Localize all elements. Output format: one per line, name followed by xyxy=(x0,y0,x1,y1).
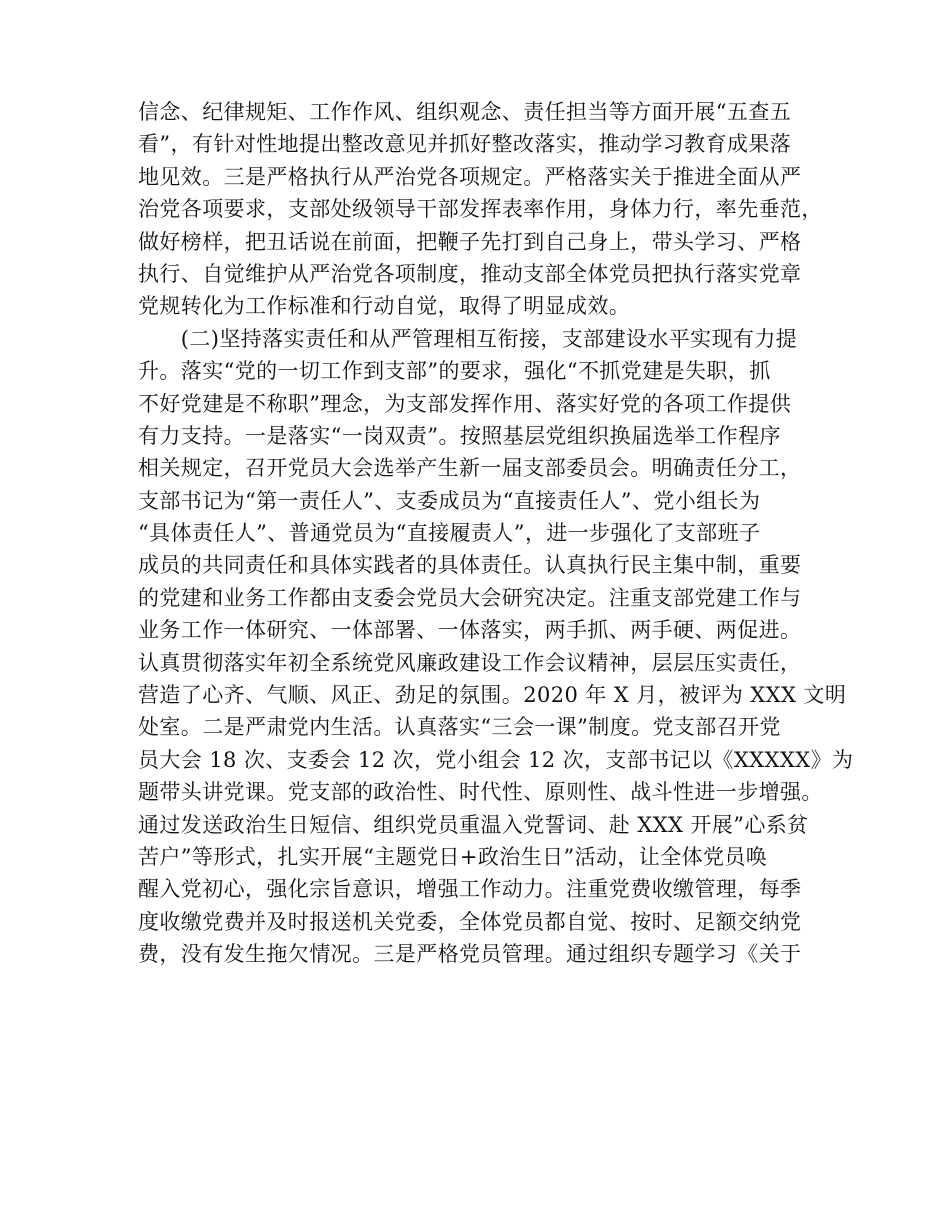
text-line: 营造了心齐、气顺、风正、劲足的氛围。2020 年 X 月，被评为 XXX 文明 xyxy=(138,683,847,708)
text-line: 执行、自觉维护从严治党各项制度，推动支部全体党员把执行落实党章 xyxy=(138,261,802,286)
text-line: 党规转化为工作标准和行动自觉，取得了明显成效。 xyxy=(138,294,631,319)
text-line: 地见效。三是严格执行从严治党各项规定。严格落实关于推进全面从严 xyxy=(138,164,802,189)
section-heading-line: (二)坚持落实责任和从严管理相互衔接，支部建设水平实现有力提 xyxy=(138,326,798,351)
text-line: 有力支持。一是落实“一岗双责”。按照基层党组织换届选举工作程序 xyxy=(138,423,781,448)
text-line: 不好党建是不称职”理念，为支部发挥作用、落实好党的各项工作提供 xyxy=(138,391,792,416)
text-line: 相关规定，召开党员大会选举产生新一届支部委员会。明确责任分工， xyxy=(138,456,802,481)
text-line: 苦户”等形式，扎实开展“主题党日+政治生日”活动，让全体党员唤 xyxy=(138,844,768,869)
text-line: 支部书记为“第一责任人”、支委成员为“直接责任人”、党小组长为 xyxy=(138,488,761,513)
text-line: 员大会 18 次、支委会 12 次，党小组会 12 次，支部书记以《XXXXX》为 xyxy=(138,747,854,772)
text-line: 的党建和业务工作都由支委会党员大会研究决定。注重支部党建工作与 xyxy=(138,585,802,610)
text-line: “具体责任人”、普通党员为“直接履责人”，进一步强化了支部班子 xyxy=(138,521,761,546)
text-line: 治党各项要求，支部处级领导干部发挥表率作用，身体力行，率先垂范， xyxy=(138,197,823,222)
text-line: 处室。二是严肃党内生活。认真落实“三会一课”制度。党支部召开党 xyxy=(138,715,781,740)
text-line: 通过发送政治生日短信、组织党员重温入党誓词、赴 XXX 开展”心系贫 xyxy=(138,812,809,837)
text-line: 费，没有发生拖欠情况。三是严格党员管理。通过组织专题学习《关于 xyxy=(138,942,802,967)
text-line: 看”，有针对性地提出整改意见并抓好整改落实，推动学习教育成果落 xyxy=(138,132,792,157)
text-line: 题带头讲党课。党支部的政治性、时代性、原则性、战斗性进一步增强。 xyxy=(138,780,823,805)
text-line: 做好榜样，把丑话说在前面，把鞭子先打到自己身上，带头学习、严格 xyxy=(138,229,802,254)
text-line: 业务工作一体研究、一体部署、一体落实，两手抓、两手硬、两促进。 xyxy=(138,618,802,643)
text-line: 信念、纪律规矩、工作作风、组织观念、责任担当等方面开展“五查五 xyxy=(138,100,792,124)
text-line: 度收缴党费并及时报送机关党委，全体党员都自觉、按时、足额交纳党 xyxy=(138,909,802,934)
text-line: 成员的共同责任和具体实践者的具体责任。认真执行民主集中制，重要 xyxy=(138,553,802,578)
body-text xyxy=(138,96,854,971)
text-line: 升。落实“党的一切工作到支部”的要求，强化“不抓党建是失职，抓 xyxy=(138,359,771,384)
text-line: 认真贯彻落实年初全系统党风廉政建设工作会议精神，层层压实责任， xyxy=(138,650,802,675)
text-line: 醒入党初心，强化宗旨意识，增强工作动力。注重党费收缴管理，每季 xyxy=(138,877,802,902)
